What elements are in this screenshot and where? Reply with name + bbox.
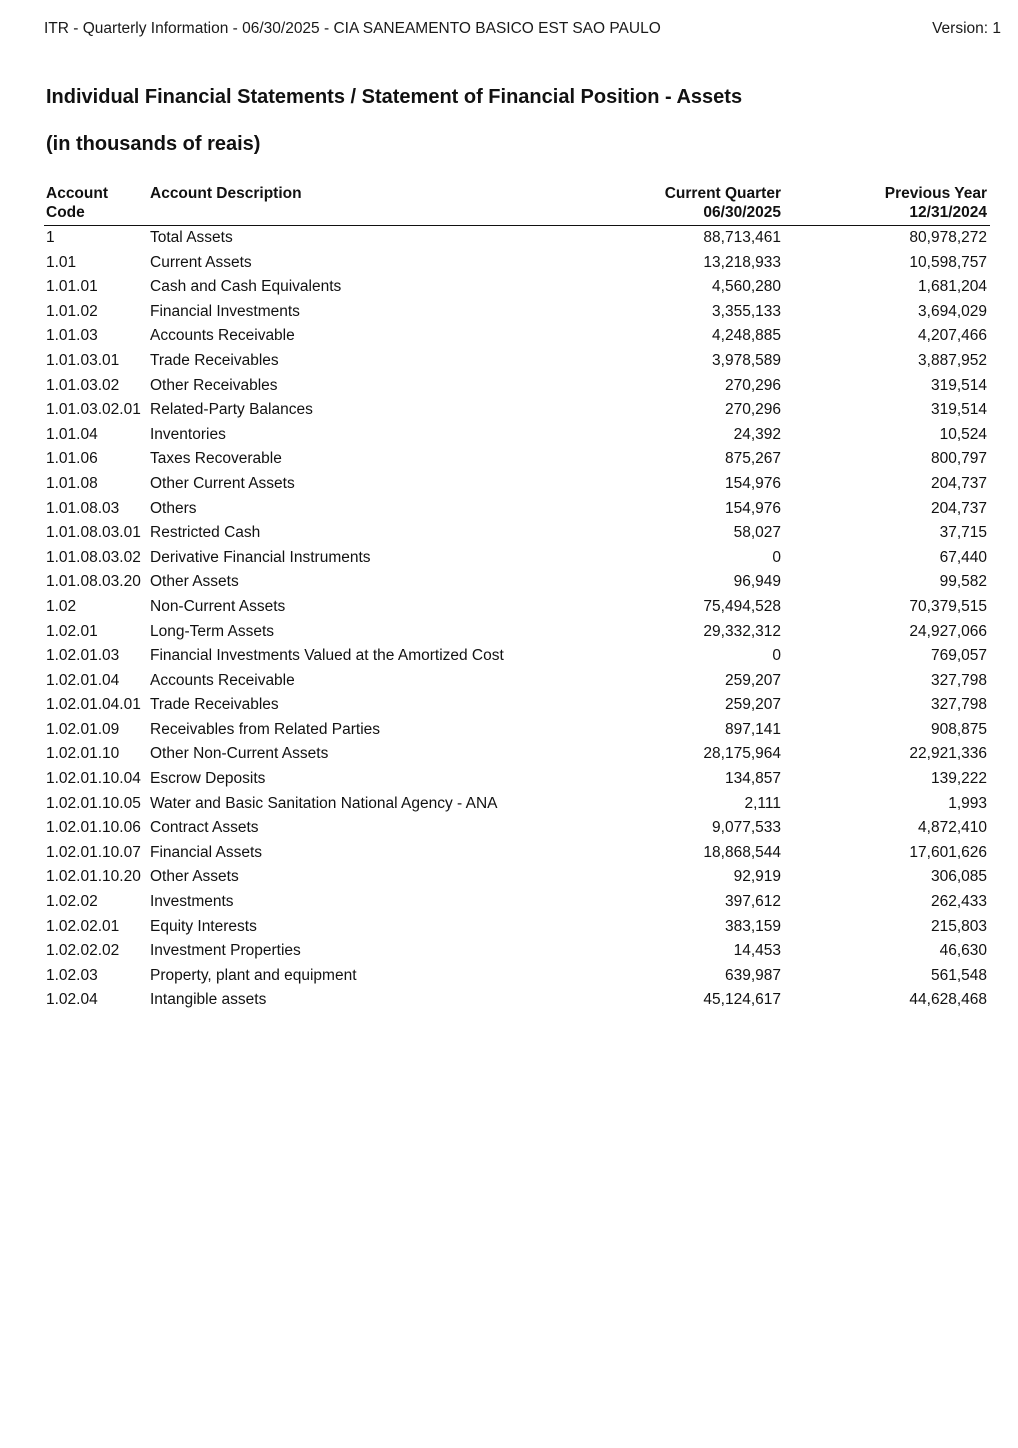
column-header-code-line2: Code (46, 204, 85, 221)
current-quarter-value-cell: 18,868,544 (703, 843, 781, 861)
table-row (44, 988, 990, 1013)
current-quarter-value-cell: 154,976 (724, 499, 781, 517)
current-quarter-value-cell: 875,267 (724, 450, 781, 468)
column-header-current-line2: 06/30/2025 (703, 204, 781, 221)
account-code-cell: 1.02.01 (46, 622, 98, 640)
account-code-cell: 1.01.03.02.01 (46, 401, 141, 419)
column-header-code-line1: Account (46, 185, 108, 202)
account-code-cell: 1.02.01.10.06 (46, 819, 141, 837)
table-row (44, 669, 990, 694)
table-row (44, 915, 990, 940)
previous-year-value-cell: 204,737 (930, 474, 987, 492)
account-description-cell: Other Current Assets (150, 474, 295, 492)
account-code-cell: 1.01.08.03.02 (46, 548, 141, 566)
current-quarter-value-cell: 2,111 (744, 794, 781, 812)
account-code-cell: 1.01.08.03.01 (46, 524, 141, 542)
previous-year-value-cell: 800,797 (930, 450, 987, 468)
account-description-cell: Contract Assets (150, 819, 259, 837)
account-description-cell: Financial Investments (150, 302, 300, 320)
account-description-cell: Equity Interests (150, 917, 257, 935)
version-label: Version: 1 (932, 20, 1001, 37)
table-body (44, 226, 990, 1013)
table-row (44, 570, 990, 595)
table-row (44, 324, 990, 349)
previous-year-value-cell: 10,524 (939, 425, 987, 443)
account-description-cell: Investment Properties (150, 942, 301, 960)
account-description-cell: Receivables from Related Parties (150, 720, 381, 738)
current-quarter-value-cell: 14,453 (733, 942, 781, 960)
previous-year-value-cell: 262,433 (930, 893, 987, 911)
table-row (44, 472, 990, 497)
previous-year-value-cell: 319,514 (930, 376, 987, 394)
current-quarter-value-cell: 9,077,533 (712, 819, 781, 837)
account-description-cell: Other Receivables (150, 376, 278, 394)
previous-year-value-cell: 3,887,952 (918, 351, 987, 369)
account-description-cell: Intangible assets (150, 991, 267, 1009)
account-code-cell: 1.02.02.02 (46, 942, 120, 960)
current-quarter-value-cell: 29,332,312 (703, 622, 781, 640)
previous-year-value-cell: 1,681,204 (918, 278, 987, 296)
account-description-cell: Trade Receivables (150, 351, 279, 369)
account-description-cell: Other Assets (150, 573, 239, 591)
account-description-cell: Long-Term Assets (150, 622, 275, 640)
current-quarter-value-cell: 92,919 (733, 868, 781, 886)
previous-year-value-cell: 70,379,515 (909, 597, 987, 615)
table-row (44, 767, 990, 792)
previous-year-value-cell: 215,803 (930, 917, 987, 935)
account-code-cell: 1.02.01.10 (46, 745, 120, 763)
table-row (44, 349, 990, 374)
account-code-cell: 1.02.01.10.04 (46, 770, 141, 788)
table-row (44, 693, 990, 718)
table-row (44, 226, 990, 251)
account-code-cell: 1.02.02 (46, 893, 98, 911)
current-quarter-value-cell: 270,296 (724, 401, 781, 419)
account-description-cell: Other Non-Current Assets (150, 745, 329, 763)
account-code-cell: 1.02 (46, 597, 77, 615)
document-header: ITR - Quarterly Information - 06/30/2025 - CIA SANEAMENTO BASICO EST SAO PAULO (44, 20, 661, 37)
current-quarter-value-cell: 4,560,280 (712, 278, 781, 296)
account-description-cell: Property, plant and equipment (150, 966, 357, 984)
account-code-cell: 1.02.04 (46, 991, 98, 1009)
account-description-cell: Taxes Recoverable (150, 450, 282, 468)
table-row (44, 939, 990, 964)
account-description-cell: Water and Basic Sanitation National Agency - ANA (150, 794, 498, 812)
account-description-cell: Inventories (150, 425, 226, 443)
column-header-current-line1: Current Quarter (664, 185, 781, 202)
current-quarter-value-cell: 259,207 (724, 671, 781, 689)
account-description-cell: Others (150, 499, 197, 517)
table-row (44, 447, 990, 472)
current-quarter-value-cell: 397,612 (724, 893, 781, 911)
column-header-previous-line1: Previous Year (884, 185, 987, 202)
account-description-cell: Investments (150, 893, 234, 911)
previous-year-value-cell: 1,993 (948, 794, 987, 812)
previous-year-value-cell: 319,514 (930, 401, 987, 419)
column-header-description: Account Description (150, 185, 302, 202)
account-description-cell: Current Assets (150, 253, 252, 271)
previous-year-value-cell: 306,085 (930, 868, 987, 886)
previous-year-value-cell: 561,548 (930, 966, 987, 984)
current-quarter-value-cell: 134,857 (724, 770, 781, 788)
account-description-cell: Cash and Cash Equivalents (150, 278, 342, 296)
current-quarter-value-cell: 96,949 (733, 573, 781, 591)
previous-year-value-cell: 24,927,066 (909, 622, 987, 640)
table-row (44, 374, 990, 399)
account-code-cell: 1.02.01.10.20 (46, 868, 141, 886)
table-row (44, 718, 990, 743)
current-quarter-value-cell: 58,027 (733, 524, 781, 542)
table-row (44, 841, 990, 866)
table-row (44, 546, 990, 571)
current-quarter-value-cell: 270,296 (724, 376, 781, 394)
account-description-cell: Escrow Deposits (150, 770, 266, 788)
account-code-cell: 1.02.01.10.05 (46, 794, 141, 812)
table-row (44, 497, 990, 522)
previous-year-value-cell: 327,798 (930, 696, 987, 714)
account-description-cell: Accounts Receivable (150, 327, 295, 345)
table-row (44, 398, 990, 423)
page-subtitle: (in thousands of reais) (46, 133, 261, 155)
previous-year-value-cell: 327,798 (930, 671, 987, 689)
current-quarter-value-cell: 45,124,617 (703, 991, 781, 1009)
current-quarter-value-cell: 3,978,589 (712, 351, 781, 369)
previous-year-value-cell: 3,694,029 (918, 302, 987, 320)
account-code-cell: 1.01.08.03 (46, 499, 120, 517)
account-description-cell: Non-Current Assets (150, 597, 286, 615)
column-header-previous-line2: 12/31/2024 (909, 204, 987, 221)
table-row (44, 890, 990, 915)
current-quarter-value-cell: 88,713,461 (703, 229, 781, 246)
account-description-cell: Accounts Receivable (150, 671, 295, 689)
account-code-cell: 1.02.01.03 (46, 647, 120, 665)
previous-year-value-cell: 4,872,410 (918, 819, 987, 837)
table-row (44, 620, 990, 645)
account-description-cell: Trade Receivables (150, 696, 279, 714)
account-code-cell: 1.01.03.02 (46, 376, 120, 394)
table-row (44, 644, 990, 669)
account-description-cell: Total Assets (150, 229, 233, 246)
current-quarter-value-cell: 28,175,964 (703, 745, 781, 763)
page-title: Individual Financial Statements / Statement of Financial Position - Assets (46, 86, 743, 108)
previous-year-value-cell: 37,715 (939, 524, 987, 542)
table-row (44, 964, 990, 989)
column-header-code (46, 184, 146, 222)
account-description-cell: Financial Investments Valued at the Amortized Cost (150, 647, 504, 665)
previous-year-value-cell: 67,440 (939, 548, 987, 566)
table-header (44, 184, 990, 226)
account-code-cell: 1.01 (46, 253, 77, 271)
account-code-cell: 1.01.08.03.20 (46, 573, 141, 591)
account-code-cell: 1.02.01.04 (46, 671, 120, 689)
previous-year-value-cell: 908,875 (930, 720, 987, 738)
table-row (44, 423, 990, 448)
account-description-cell: Financial Assets (150, 843, 262, 861)
account-code-cell: 1.02.01.10.07 (46, 843, 141, 861)
table-row (44, 521, 990, 546)
table-row (44, 816, 990, 841)
previous-year-value-cell: 4,207,466 (918, 327, 987, 345)
current-quarter-value-cell: 259,207 (724, 696, 781, 714)
previous-year-value-cell: 99,582 (939, 573, 987, 591)
previous-year-value-cell: 204,737 (930, 499, 987, 517)
account-code-cell: 1.01.01 (46, 278, 98, 296)
account-code-cell: 1.01.02 (46, 302, 98, 320)
current-quarter-value-cell: 383,159 (724, 917, 781, 935)
current-quarter-value-cell: 639,987 (724, 966, 781, 984)
account-code-cell: 1 (46, 229, 55, 246)
previous-year-value-cell: 769,057 (930, 647, 987, 665)
account-code-cell: 1.01.03.01 (46, 351, 120, 369)
previous-year-value-cell: 80,978,272 (909, 229, 987, 246)
previous-year-value-cell: 46,630 (939, 942, 987, 960)
account-code-cell: 1.02.03 (46, 966, 98, 984)
account-description-cell: Other Assets (150, 868, 239, 886)
current-quarter-value-cell: 897,141 (724, 720, 781, 738)
previous-year-value-cell: 44,628,468 (909, 991, 987, 1009)
account-description-cell: Derivative Financial Instruments (150, 548, 371, 566)
account-code-cell: 1.02.02.01 (46, 917, 120, 935)
column-header-current-quarter (665, 184, 781, 222)
assets-table (44, 184, 990, 1013)
column-header-previous-year (885, 184, 987, 222)
table-row (44, 251, 990, 276)
previous-year-value-cell: 17,601,626 (909, 843, 987, 861)
current-quarter-value-cell: 4,248,885 (712, 327, 781, 345)
table-row (44, 595, 990, 620)
current-quarter-value-cell: 0 (772, 647, 781, 665)
table-row (44, 742, 990, 767)
current-quarter-value-cell: 3,355,133 (712, 302, 781, 320)
table-row (44, 865, 990, 890)
account-code-cell: 1.01.08 (46, 474, 98, 492)
current-quarter-value-cell: 154,976 (724, 474, 781, 492)
table-row (44, 300, 990, 325)
table-row (44, 792, 990, 817)
account-code-cell: 1.01.04 (46, 425, 98, 443)
account-code-cell: 1.02.01.04.01 (46, 696, 141, 714)
account-code-cell: 1.02.01.09 (46, 720, 120, 738)
previous-year-value-cell: 139,222 (930, 770, 987, 788)
previous-year-value-cell: 10,598,757 (909, 253, 987, 271)
current-quarter-value-cell: 75,494,528 (703, 597, 781, 615)
current-quarter-value-cell: 13,218,933 (703, 253, 781, 271)
previous-year-value-cell: 22,921,336 (909, 745, 987, 763)
account-description-cell: Restricted Cash (150, 524, 261, 542)
account-code-cell: 1.01.03 (46, 327, 98, 345)
current-quarter-value-cell: 0 (772, 548, 781, 566)
account-description-cell: Related-Party Balances (150, 401, 313, 419)
account-code-cell: 1.01.06 (46, 450, 98, 468)
current-quarter-value-cell: 24,392 (733, 425, 781, 443)
table-row (44, 275, 990, 300)
